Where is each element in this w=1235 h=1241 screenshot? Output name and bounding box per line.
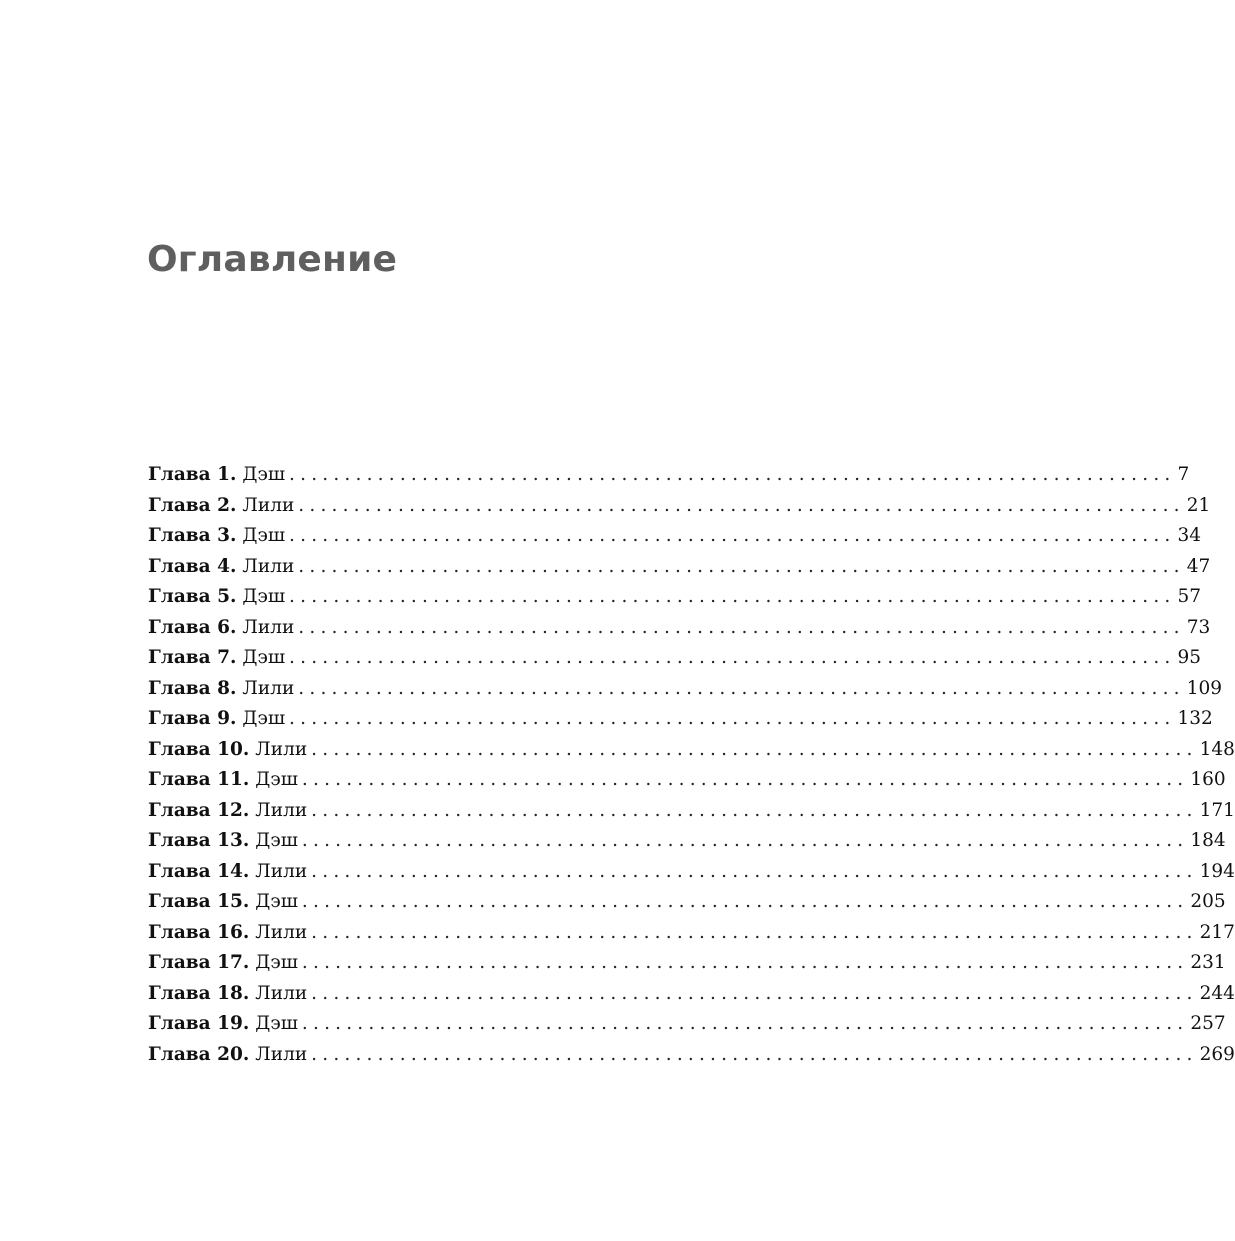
- chapter-separator: .: [242, 952, 250, 973]
- chapter-label: Глава 16: [148, 921, 243, 943]
- chapter-name: Лили: [255, 860, 308, 882]
- dot-leader: ................................................................................: [298, 677, 1185, 699]
- chapter-name: Лили: [242, 494, 295, 516]
- page-number: 109: [1186, 677, 1223, 699]
- toc-entry[interactable]: [148, 765, 1226, 796]
- page-number: 73: [1186, 616, 1211, 638]
- toc-entry[interactable]: [148, 521, 1202, 552]
- chapter-name: Дэш: [242, 464, 286, 485]
- chapter-separator: .: [229, 555, 237, 577]
- dot-leader: ................................................................................: [289, 708, 1176, 729]
- toc-entry[interactable]: [148, 826, 1226, 857]
- chapter-name: Дэш: [242, 647, 286, 668]
- toc-entry[interactable]: [148, 704, 1213, 735]
- chapter-label: Глава 1: [148, 464, 230, 485]
- toc-entry[interactable]: [148, 887, 1226, 918]
- page-number: 47: [1186, 555, 1211, 577]
- page-title: Оглавление: [147, 239, 398, 280]
- page-number: 171: [1199, 799, 1235, 821]
- page-number: 34: [1177, 525, 1202, 546]
- chapter-separator: .: [242, 738, 250, 760]
- chapter-label: Глава 4: [148, 555, 230, 577]
- page-number: 269: [1199, 1043, 1235, 1065]
- toc-entry[interactable]: [148, 460, 1190, 491]
- dot-leader: ................................................................................: [289, 525, 1176, 546]
- toc-entry[interactable]: [148, 491, 1211, 522]
- toc-entry[interactable]: [148, 948, 1226, 979]
- chapter-name: Лили: [255, 982, 308, 1004]
- chapter-label: Глава 9: [148, 708, 230, 729]
- dot-leader: ................................................................................: [298, 555, 1185, 577]
- toc-entry[interactable]: [148, 979, 1235, 1010]
- chapter-separator: .: [242, 860, 250, 882]
- chapter-label: Глава 5: [148, 586, 230, 607]
- chapter-label: Глава 15: [148, 891, 243, 912]
- chapter-separator: .: [242, 799, 250, 821]
- chapter-separator: .: [229, 494, 237, 516]
- toc-entry[interactable]: [148, 796, 1235, 827]
- chapter-separator: .: [242, 891, 250, 912]
- chapter-separator: .: [242, 1043, 250, 1065]
- chapter-label: Глава 8: [148, 677, 230, 699]
- chapter-separator: .: [229, 464, 237, 485]
- chapter-separator: .: [229, 677, 237, 699]
- dot-leader: ................................................................................: [301, 769, 1189, 790]
- chapter-separator: .: [229, 708, 237, 729]
- chapter-label: Глава 17: [148, 952, 243, 973]
- page-number: 184: [1190, 830, 1226, 851]
- chapter-separator: .: [242, 982, 250, 1004]
- chapter-name: Дэш: [255, 769, 298, 790]
- chapter-name: Лили: [242, 677, 295, 699]
- chapter-separator: .: [229, 616, 237, 638]
- chapter-name: Лили: [255, 799, 308, 821]
- chapter-label: Глава 12: [148, 799, 243, 821]
- chapter-separator: .: [229, 525, 237, 546]
- chapter-separator: .: [242, 1013, 250, 1034]
- chapter-label: Глава 3: [148, 525, 230, 546]
- page-number: 205: [1190, 891, 1226, 912]
- chapter-name: Дэш: [255, 952, 298, 973]
- page-number: 244: [1199, 982, 1235, 1004]
- chapter-label: Глава 13: [148, 830, 243, 851]
- chapter-name: Лили: [255, 738, 308, 760]
- page-number: 21: [1186, 494, 1211, 516]
- chapter-label: Глава 6: [148, 616, 230, 638]
- dot-leader: ................................................................................: [311, 1043, 1198, 1065]
- chapter-name: Лили: [255, 921, 308, 943]
- dot-leader: ................................................................................: [301, 891, 1189, 912]
- dot-leader: ................................................................................: [298, 494, 1185, 516]
- chapter-name: Дэш: [255, 1013, 298, 1034]
- table-of-contents: [148, 460, 1235, 1070]
- chapter-name: Дэш: [242, 586, 286, 607]
- page-number: 95: [1177, 647, 1202, 668]
- chapter-name: Дэш: [255, 891, 298, 912]
- dot-leader: ................................................................................: [311, 921, 1198, 943]
- toc-entry[interactable]: [148, 674, 1223, 705]
- dot-leader: ................................................................................: [311, 982, 1198, 1004]
- dot-leader: ................................................................................: [301, 952, 1189, 973]
- page-number: 194: [1199, 860, 1235, 882]
- chapter-separator: .: [229, 647, 237, 668]
- chapter-label: Глава 14: [148, 860, 243, 882]
- chapter-name: Лили: [242, 555, 295, 577]
- toc-entry[interactable]: [148, 613, 1211, 644]
- page-number: 132: [1177, 708, 1213, 729]
- page-number: 7: [1177, 464, 1190, 485]
- toc-entry[interactable]: [148, 643, 1202, 674]
- toc-entry[interactable]: [148, 552, 1211, 583]
- page-number: 148: [1199, 738, 1235, 760]
- chapter-name: Дэш: [242, 708, 286, 729]
- page-number: 160: [1190, 769, 1226, 790]
- toc-entry[interactable]: [148, 735, 1235, 766]
- page-number: 57: [1177, 586, 1202, 607]
- chapter-label: Глава 11: [148, 769, 243, 790]
- toc-entry[interactable]: [148, 582, 1202, 613]
- chapter-separator: .: [242, 921, 250, 943]
- dot-leader: ................................................................................: [298, 616, 1185, 638]
- dot-leader: ................................................................................: [289, 647, 1176, 668]
- chapter-separator: .: [229, 586, 237, 607]
- chapter-label: Глава 10: [148, 738, 243, 760]
- page-number: 257: [1190, 1013, 1226, 1034]
- dot-leader: ................................................................................: [311, 860, 1198, 882]
- toc-entry[interactable]: [148, 918, 1235, 949]
- chapter-name: Дэш: [255, 830, 298, 851]
- chapter-separator: .: [242, 830, 250, 851]
- chapter-label: Глава 19: [148, 1013, 243, 1034]
- chapter-name: Лили: [242, 616, 295, 638]
- dot-leader: ................................................................................: [311, 738, 1198, 760]
- chapter-label: Глава 7: [148, 647, 230, 668]
- page-number: 217: [1199, 921, 1235, 943]
- toc-entry[interactable]: [148, 1040, 1235, 1071]
- chapter-name: Лили: [255, 1043, 308, 1065]
- dot-leader: ................................................................................: [289, 464, 1176, 485]
- chapter-name: Дэш: [242, 525, 286, 546]
- dot-leader: ................................................................................: [301, 830, 1189, 851]
- dot-leader: ................................................................................: [311, 799, 1198, 821]
- page-number: 231: [1190, 952, 1226, 973]
- chapter-label: Глава 18: [148, 982, 243, 1004]
- toc-entry[interactable]: [148, 1009, 1226, 1040]
- dot-leader: ................................................................................: [301, 1013, 1189, 1034]
- chapter-label: Глава 2: [148, 494, 230, 516]
- chapter-separator: .: [242, 769, 250, 790]
- dot-leader: ................................................................................: [289, 586, 1176, 607]
- chapter-label: Глава 20: [148, 1043, 243, 1065]
- toc-entry[interactable]: [148, 857, 1235, 888]
